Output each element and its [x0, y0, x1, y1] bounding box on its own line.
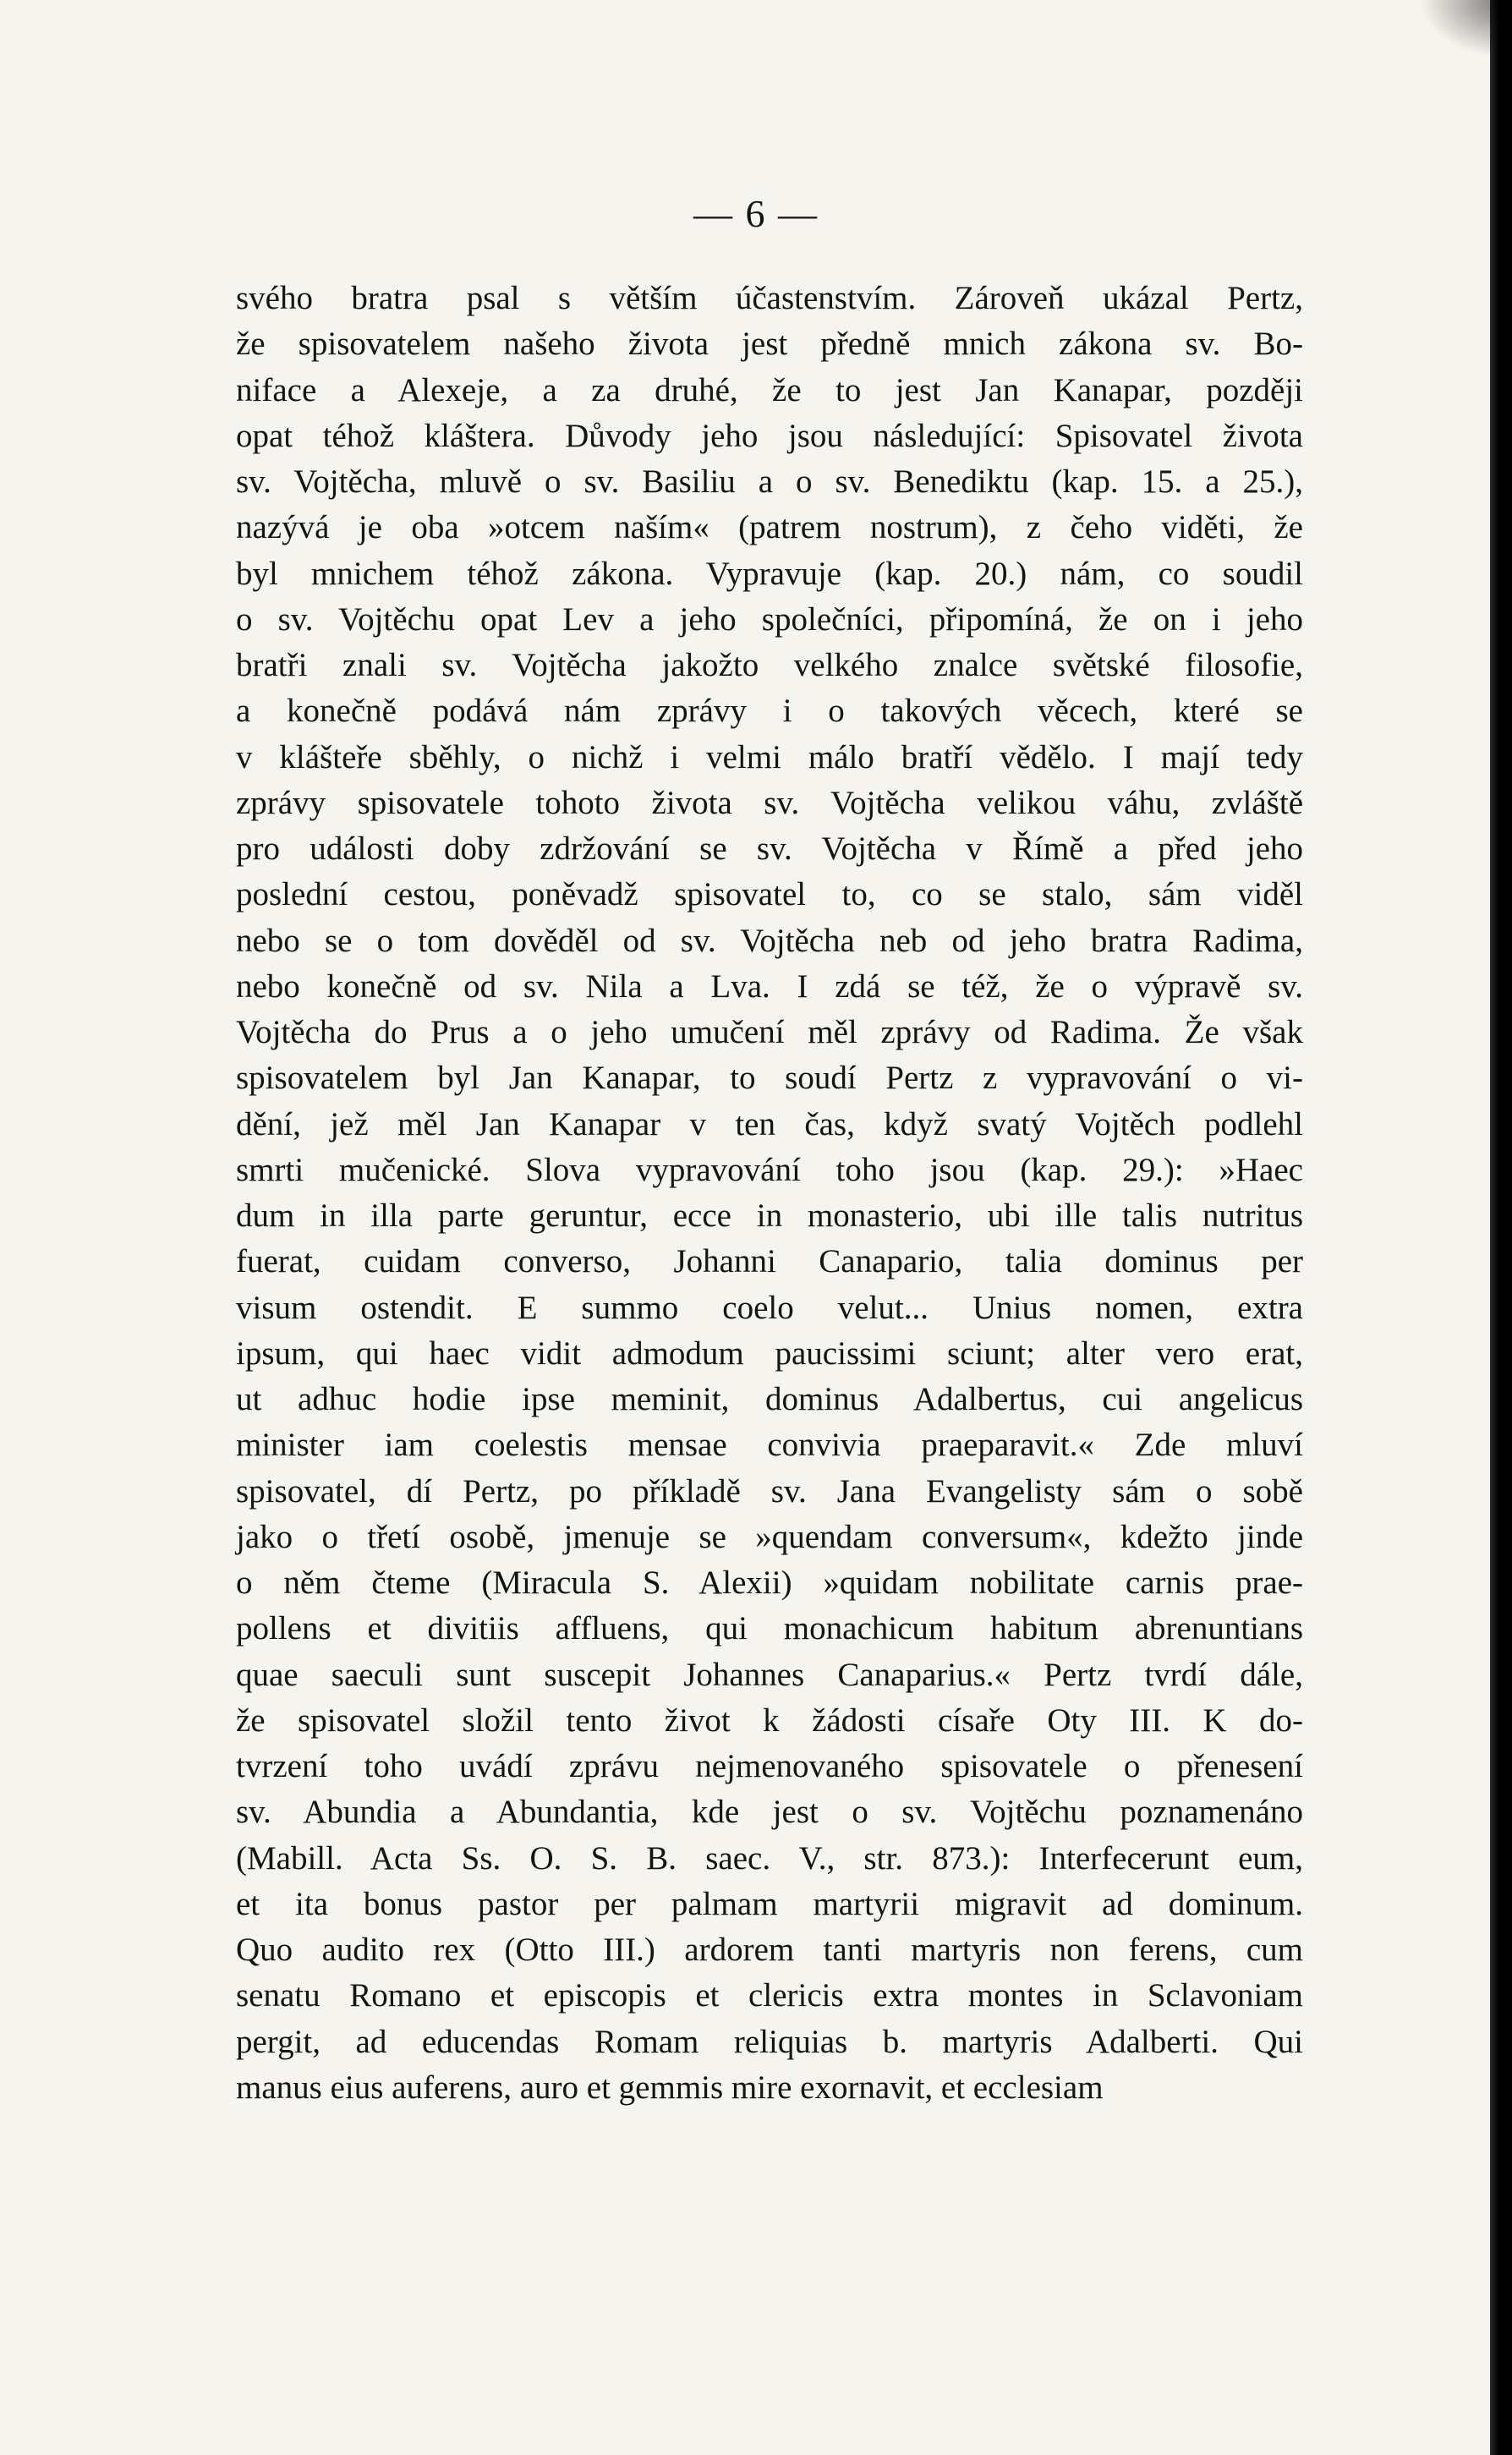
text-line: spisovatel, dí Pertz, po příkladě sv. Jana Evangelisty sám o sobě [236, 1472, 1303, 1510]
text-line: poslední cestou, poněvadž spisovatel to, co se stalo, sám viděl [236, 876, 1303, 913]
text-line: (Mabill. Acta Ss. O. S. B. saec. V., str. 873.): Interfecerunt eum, [236, 1839, 1303, 1877]
text-line: že spisovatel složil tento život k žádosti císaře Oty III. K do- [236, 1702, 1303, 1739]
text-line: jako o třetí osobě, jmenuje se »quendam conversum«, kdežto jinde [236, 1518, 1303, 1555]
text-line: smrti mučenické. Slova vypravování toho jsou (kap. 29.): »Haec [236, 1151, 1303, 1188]
text-line: ipsum, qui haec vidit admodum paucissimi sciunt; alter vero erat, [236, 1334, 1303, 1372]
text-line: quae saeculi sunt suscepit Johannes Canaparius.« Pertz tvrdí dále, [236, 1656, 1303, 1693]
text-line: že spisovatelem našeho života jest předně mnich zákona sv. Bo- [236, 326, 1303, 363]
text-line: nebo se o tom dověděl od sv. Vojtěcha neb od jeho bratra Radima, [236, 922, 1303, 959]
text-line: o něm čteme (Miracula S. Alexii) »quidam nobilitate carnis prae- [236, 1565, 1303, 1601]
text-line: byl mnichem téhož zákona. Vypravuje (kap. 20.) nám, co soudil [236, 555, 1303, 592]
text-line: Vojtěcha do Prus a o jeho umučení měl zprávy od Radima. Že však [236, 1014, 1303, 1050]
text-line: et ita bonus pastor per palmam martyrii migravit ad dominum. [236, 1885, 1303, 1922]
page-number: — 6 — [693, 192, 819, 235]
text-line: minister iam coelestis mensae convivia praeparavit.« Zde mluví [236, 1427, 1303, 1464]
page-edge-shadow [1490, 0, 1512, 2455]
text-line: dum in illa parte geruntur, ecce in monasterio, ubi ille talis nutritus [236, 1197, 1303, 1234]
text-line: tvrzení toho uvádí zprávu nejmenovaného spisovatele o přenesení [236, 1748, 1303, 1784]
text-line: visum ostendit. E summo coelo velut... Unius nomen, extra [236, 1289, 1303, 1326]
text-line: dění, jež měl Jan Kanapar v ten čas, když svatý Vojtěch podlehl [236, 1105, 1303, 1143]
text-line: Quo audito rex (Otto III.) ardorem tanti martyris non ferens, cum [236, 1932, 1303, 1968]
text-line: bratři znali sv. Vojtěcha jakožto velkého znalce světské filosofie, [236, 647, 1303, 683]
text-line: zprávy spisovatele tohoto života sv. Vojtěcha velikou váhu, zvláště [236, 784, 1303, 821]
text-line: senatu Romano et episcopis et clericis extra montes in Sclavoniam [236, 1977, 1303, 2014]
text-line: manus eius auferens, auro et gemmis mire exornavit, et ecclesiam [236, 2069, 1104, 2106]
text-line: niface a Alexeje, a za druhé, že to jest Jan Kanapar, později [236, 371, 1303, 408]
text-line: svého bratra psal s větším účastenstvím. Zároveň ukázal Pertz, [236, 280, 1303, 316]
text-line: pollens et divitiis affluens, qui monachicum habitum abrenuntians [236, 1610, 1303, 1647]
text-line: pergit, ad educendas Romam reliquias b. martyris Adalberti. Qui [236, 2023, 1303, 2060]
body-text [236, 276, 1303, 2111]
text-line: sv. Abundia a Abundantia, kde jest o sv. Vojtěchu poznamenáno [236, 1794, 1303, 1831]
text-line: sv. Vojtěcha, mluvě o sv. Basiliu a o sv. Benediktu (kap. 15. a 25.), [236, 463, 1303, 500]
text-line: nebo konečně od sv. Nila a Lva. I zdá se též, že o výpravě sv. [236, 967, 1303, 1005]
text-line: opat téhož kláštera. Důvody jeho jsou následující: Spisovatel života [236, 417, 1303, 454]
text-line: spisovatelem byl Jan Kanapar, to soudí Pertz z vypravování o vi- [236, 1060, 1303, 1097]
page-corner-shadow [1419, 0, 1512, 59]
text-line: fuerat, cuidam converso, Johanni Canapario, talia dominus per [236, 1243, 1303, 1280]
text-line: v klášteře sběhly, o nichž i velmi málo bratří vědělo. I mají tedy [236, 738, 1303, 775]
text-line: ut adhuc hodie ipse meminit, dominus Adalbertus, cui angelicus [236, 1381, 1303, 1417]
text-line: a konečně podává nám zprávy i o takových věcech, které se [236, 693, 1303, 730]
text-line: pro události doby zdržování se sv. Vojtěcha v Římě a před jeho [236, 830, 1303, 867]
text-line: nazývá je oba »otcem naším« (patrem nostrum), z čeho viděti, že [236, 509, 1303, 546]
text-line: o sv. Vojtěchu opat Lev a jeho společníci, připomíná, že on i jeho [236, 600, 1303, 638]
